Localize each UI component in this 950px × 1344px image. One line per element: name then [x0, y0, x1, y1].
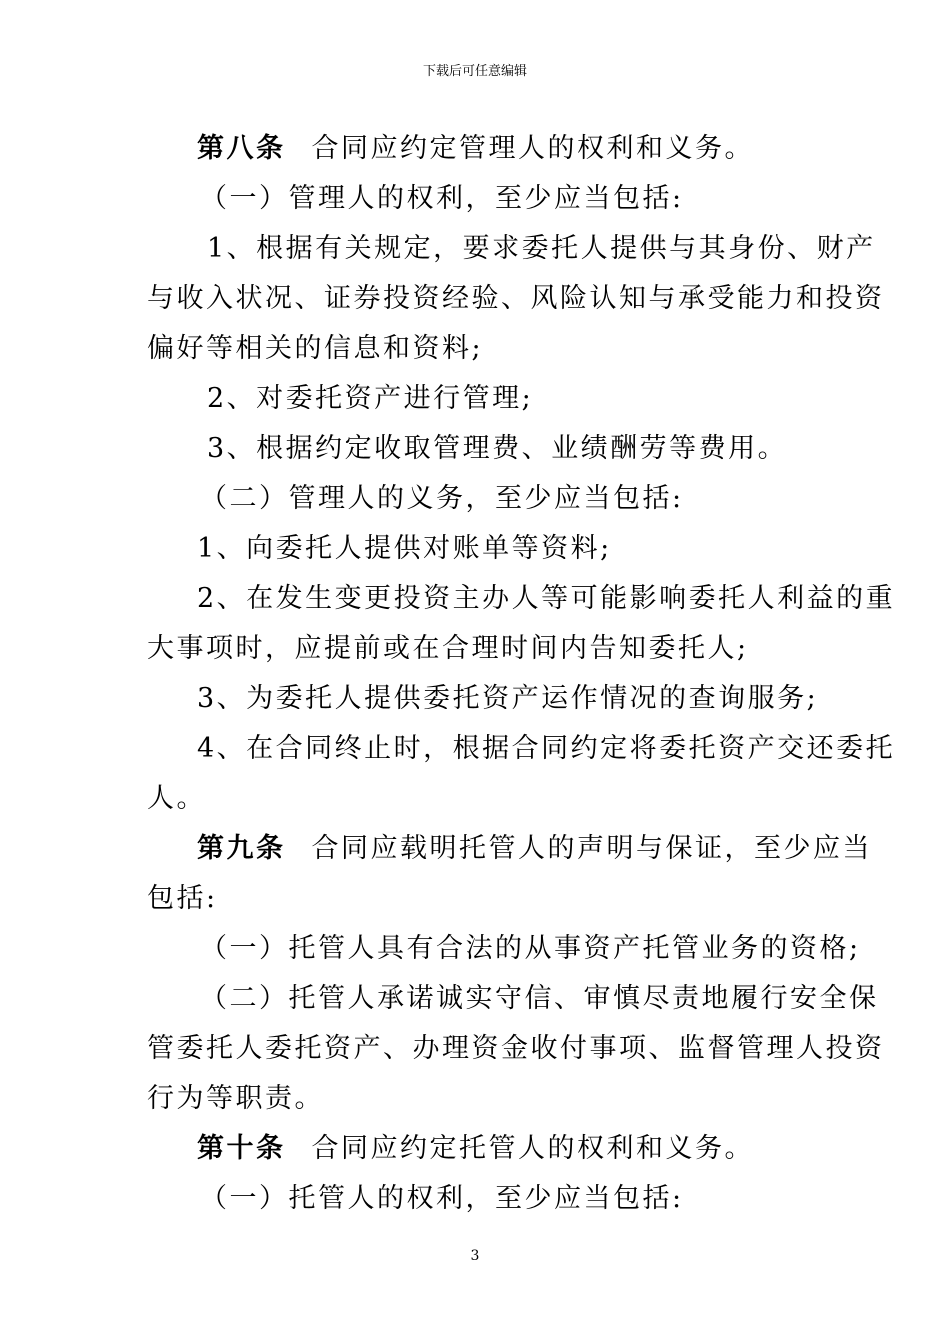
- header-note: 下载后可任意编辑: [422, 64, 527, 79]
- paragraph-line: 管委托人委托资产、办理资金收付事项、监督管理人投资: [147, 1033, 885, 1064]
- article-10-heading: [197, 1132, 754, 1166]
- paragraph-line: 1、根据有关规定，要求委托人提供与其身份、财产: [207, 233, 876, 264]
- paragraph-line: 人。: [147, 783, 206, 814]
- paragraph-line: 3、为委托人提供委托资产运作情况的查询服务;: [197, 683, 819, 714]
- paragraph-line: 2、在发生变更投资主办人等可能影响委托人利益的重: [197, 583, 896, 614]
- article-8-heading: [197, 132, 754, 166]
- paragraph-line: （一）托管人具有合法的从事资产托管业务的资格;: [200, 933, 861, 964]
- article-8-label: 第八条: [197, 133, 286, 164]
- paragraph-line: 偏好等相关的信息和资料;: [147, 333, 484, 364]
- paragraph-line: 3、根据约定收取管理费、业绩酬劳等费用。: [207, 433, 788, 464]
- paragraph-line: 4、在合同终止时，根据合同约定将委托资产交还委托: [197, 733, 896, 764]
- paragraph-line: 大事项时，应提前或在合理时间内告知委托人;: [147, 633, 749, 664]
- paragraph-line: 包括:: [147, 883, 218, 914]
- article-8-rights-heading: （一）管理人的权利，至少应当包括:: [200, 183, 684, 214]
- article-9-title: 合同应载明托管人的声明与保证，至少应当: [311, 833, 872, 864]
- article-10-rights-heading: （一）托管人的权利，至少应当包括:: [200, 1183, 684, 1214]
- article-9-heading: [197, 832, 872, 866]
- article-8-title: 合同应约定管理人的权利和义务。: [311, 133, 754, 164]
- paragraph-line: 行为等职责。: [147, 1083, 324, 1114]
- paragraph-line: 2、对委托资产进行管理;: [207, 383, 534, 414]
- article-8-duties-heading: （二）管理人的义务，至少应当包括:: [200, 483, 684, 514]
- paragraph-line: 与收入状况、证券投资经验、风险认知与承受能力和投资: [147, 283, 885, 314]
- page-number: 3: [470, 1248, 480, 1264]
- article-10-title: 合同应约定托管人的权利和义务。: [311, 1133, 754, 1164]
- article-10-label: 第十条: [197, 1133, 286, 1164]
- paragraph-line: （二）托管人承诺诚实守信、审慎尽责地履行安全保: [200, 983, 879, 1014]
- article-9-label: 第九条: [197, 833, 286, 864]
- paragraph-line: 1、向委托人提供对账单等资料;: [197, 533, 612, 564]
